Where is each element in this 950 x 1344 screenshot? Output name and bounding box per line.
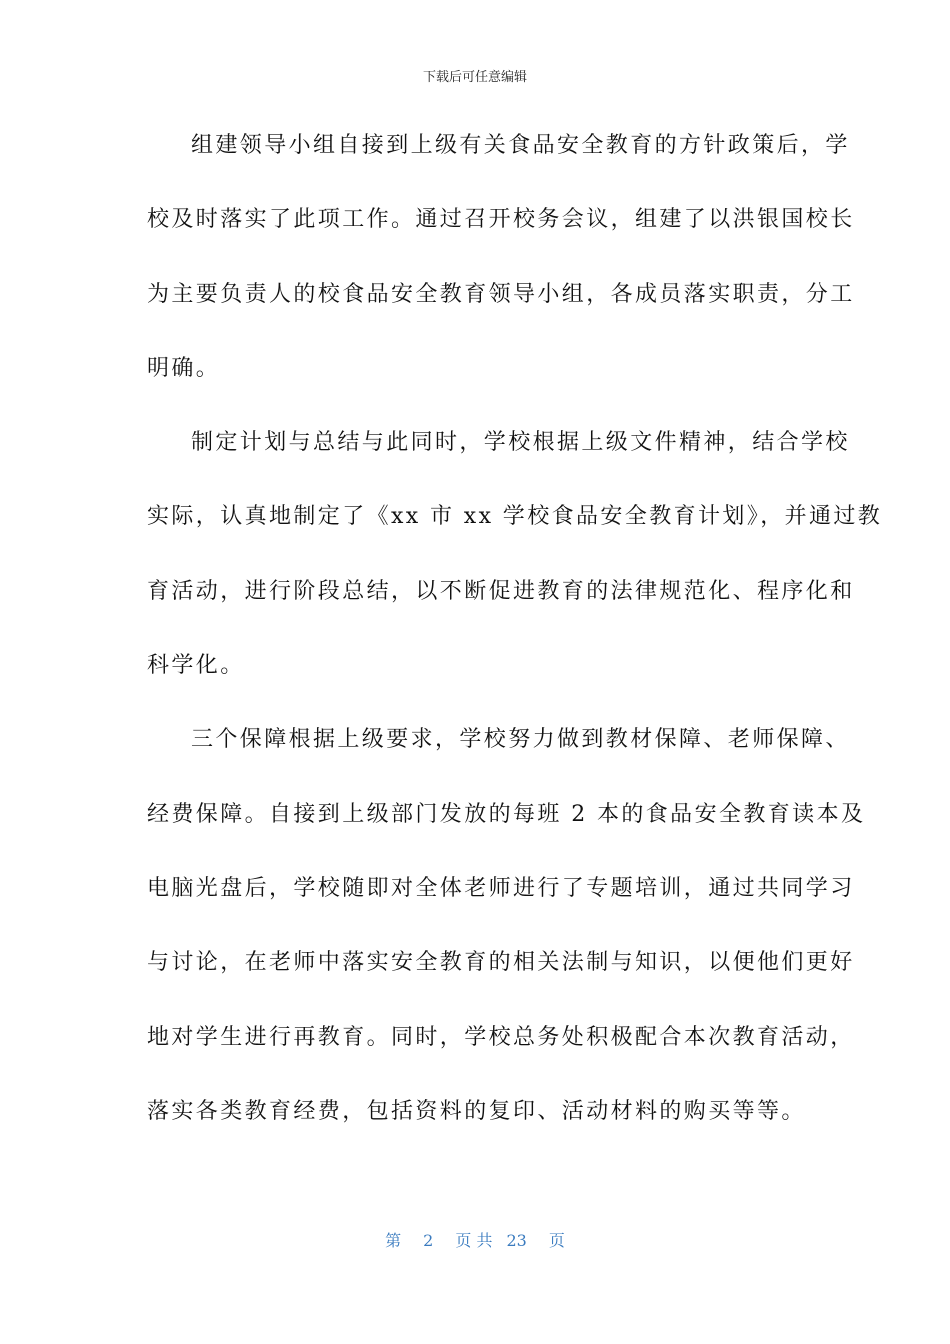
paragraph-line: 为主要负责人的校食品安全教育领导小组，各成员落实职责，分工 xyxy=(147,281,855,307)
header-note: 下载后可任意编辑 xyxy=(422,70,527,85)
paragraph-line: 科学化。 xyxy=(147,653,245,679)
footer-prefix: 第 xyxy=(385,1231,402,1250)
paragraph-line: 经费保障。自接到上级部门发放的每班 2 本的食品安全教育读本及 xyxy=(147,801,866,827)
paragraph-line: 电脑光盘后，学校随即对全体老师进行了专题培训，通过共同学习 xyxy=(147,875,855,901)
paragraph-line: 校及时落实了此项工作。通过召开校务会议，组建了以洪银国校长 xyxy=(147,207,855,233)
document-body xyxy=(147,126,883,1166)
footer-page-number: 2 xyxy=(423,1231,434,1250)
paragraph-line: 地对学生进行再教育。同时，学校总务处积极配合本次教育活动， xyxy=(147,1024,855,1050)
paragraph-line: 实际，认真地制定了《xx 市 xx 学校食品安全教育计划》，并通过教 xyxy=(147,504,883,530)
paragraph-line: 制定计划与总结与此同时，学校根据上级文件精神，结合学校 xyxy=(191,430,850,456)
footer-suffix: 页 xyxy=(548,1231,565,1250)
page-footer xyxy=(0,1228,950,1251)
paragraph-line: 落实各类教育经费，包括资料的复印、活动材料的购买等等。 xyxy=(147,1098,806,1124)
paragraph-line: 与讨论，在老师中落实安全教育的相关法制与知识，以便他们更好 xyxy=(147,950,855,976)
paragraph-line: 明确。 xyxy=(147,355,221,381)
paragraph-line: 三个保障根据上级要求，学校努力做到教材保障、老师保障、 xyxy=(191,727,850,753)
paragraph-line: 育活动，进行阶段总结，以不断促进教育的法律规范化、程序化和 xyxy=(147,578,855,604)
paragraph-line: 组建领导小组自接到上级有关食品安全教育的方针政策后，学 xyxy=(191,133,850,158)
footer-total-pages: 23 xyxy=(506,1231,527,1250)
footer-middle: 页 共 xyxy=(455,1231,493,1250)
